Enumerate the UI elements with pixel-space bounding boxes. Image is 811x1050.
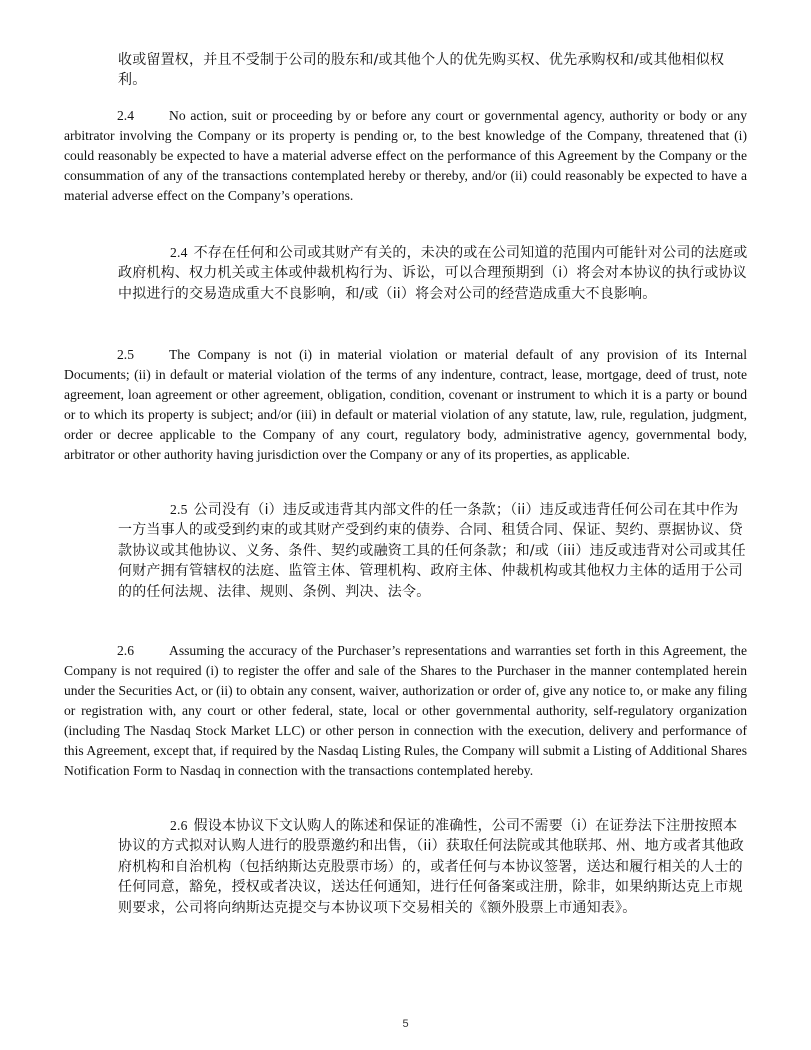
section-text: 公司没有（i）违反或违背其内部文件的任一条款；（ii）违反或违背任何公司在其中作为一方当事人的或受到约束的或其财产受到约束的债券、合同、租赁合同、保证、契约、票据协议、贷款协议或其他协议、义务、条件、契约或融资工具的任何条款；和/或（iii）违反或违背对公司或其任何财产拥有管辖权的法庭、监管主体、管理机构、政府主体、仲裁机构或其他权力主体的适用于公司的的任何法规、法律、规则、条例、判决、法令。 [118, 502, 746, 600]
section-text: 假设本协议下文认购人的陈述和保证的准确性，公司不需要（i）在证券法下注册按照本协议的方式拟对认购人进行的股票邀约和出售，（ii）获取任何法院或其他联邦、州、地方或者其他政府机构和自治机构（包括纳斯达克股票市场）的，或者任何与本协议签署，送达和履行相关的人士的任何同意，豁免，授权或者决议，送达任何通知，进行任何备案或注册，除非，如果纳斯达克上市规则要求，公司将向纳斯达克提交与本协议项下交易相关的《额外股票上市通知表》。 [118, 818, 744, 916]
section-number: 2.5 [170, 502, 188, 517]
section-text: 不存在任何和公司或其财产有关的，未决的或在公司知道的范围内可能针对公司的法庭或政府机构、权力机关或主体或仲裁机构行为、诉讼，可以合理预期到（i）将会对本协议的执行或协议中拟进行的交易造成重大不良影响，和/或（ii）将会对公司的经营造成重大不良影响。 [118, 245, 748, 302]
section-text: The Company is not (i) in material violation or material default of any provision of its Internal Documents; (ii) in default or material violation of the terms of any indenture, contract, lease, mortgage, deed of trust, note agreement, loan agreement or other agreement, obligation, condition, covenant or instrument to which it is a party or bound or to which its property is subject; and/or (iii) in default or material violation of any statute, law, rule, regulation, judgment, order or decree applicable to the Company of any court, regulatory body, administrative agency, governmental body, arbitrator or other authority having jurisdiction over the Company or any of its properties, as applicable. [64, 347, 747, 462]
section-number: 2.4 [117, 108, 134, 123]
section-number: 2.4 [170, 245, 188, 260]
section-2-4-en [64, 106, 747, 206]
section-2-4-zh [118, 243, 748, 304]
section-2-6-en [64, 641, 747, 781]
section-2-5-zh [118, 500, 748, 602]
section-text: Assuming the accuracy of the Purchaser’s representations and warranties set forth in this Agreement, the Company is not required (i) to register the offer and sale of the Shares to the Purchaser in the manner contemplated herein under the Securities Act, or (ii) to obtain any consent, waiver, authorization or order of, give any notice to, or make any filing or registration with, any court or other federal, state, local or other governmental authority, self-regulatory organization (including The Nasdaq Stock Market LLC) or other person in connection with the execution, delivery and performance of this Agreement, except that, if required by the Nasdaq Listing Rules, the Company will submit a Listing of Additional Shares Notification Form to Nasdaq in connection with the transactions contemplated hereby. [64, 643, 747, 778]
section-2-5-en [64, 345, 747, 465]
top-continuation-paragraph: 收或留置权，并且不受制于公司的股东和/或其他个人的优先购买权、优先承购权和/或其他相似权利。 [118, 52, 725, 89]
section-number: 2.5 [117, 347, 134, 362]
section-text: No action, suit or proceeding by or before any court or governmental agency, authority or body or any arbitrator involving the Company or its property is pending or, to the best knowledge of the Company, threatened that (i) could reasonably be expected to have a material adverse effect on the performance of this Agreement by the Company or the consummation of any of the transactions contemplated hereby or thereby, and/or (ii) could reasonably be expected to have a material adverse effect on the Company’s operations. [64, 108, 747, 203]
page-number: 5 [402, 1018, 409, 1030]
section-number: 2.6 [117, 643, 134, 658]
section-2-6-zh [118, 816, 748, 918]
section-number: 2.6 [170, 818, 188, 833]
